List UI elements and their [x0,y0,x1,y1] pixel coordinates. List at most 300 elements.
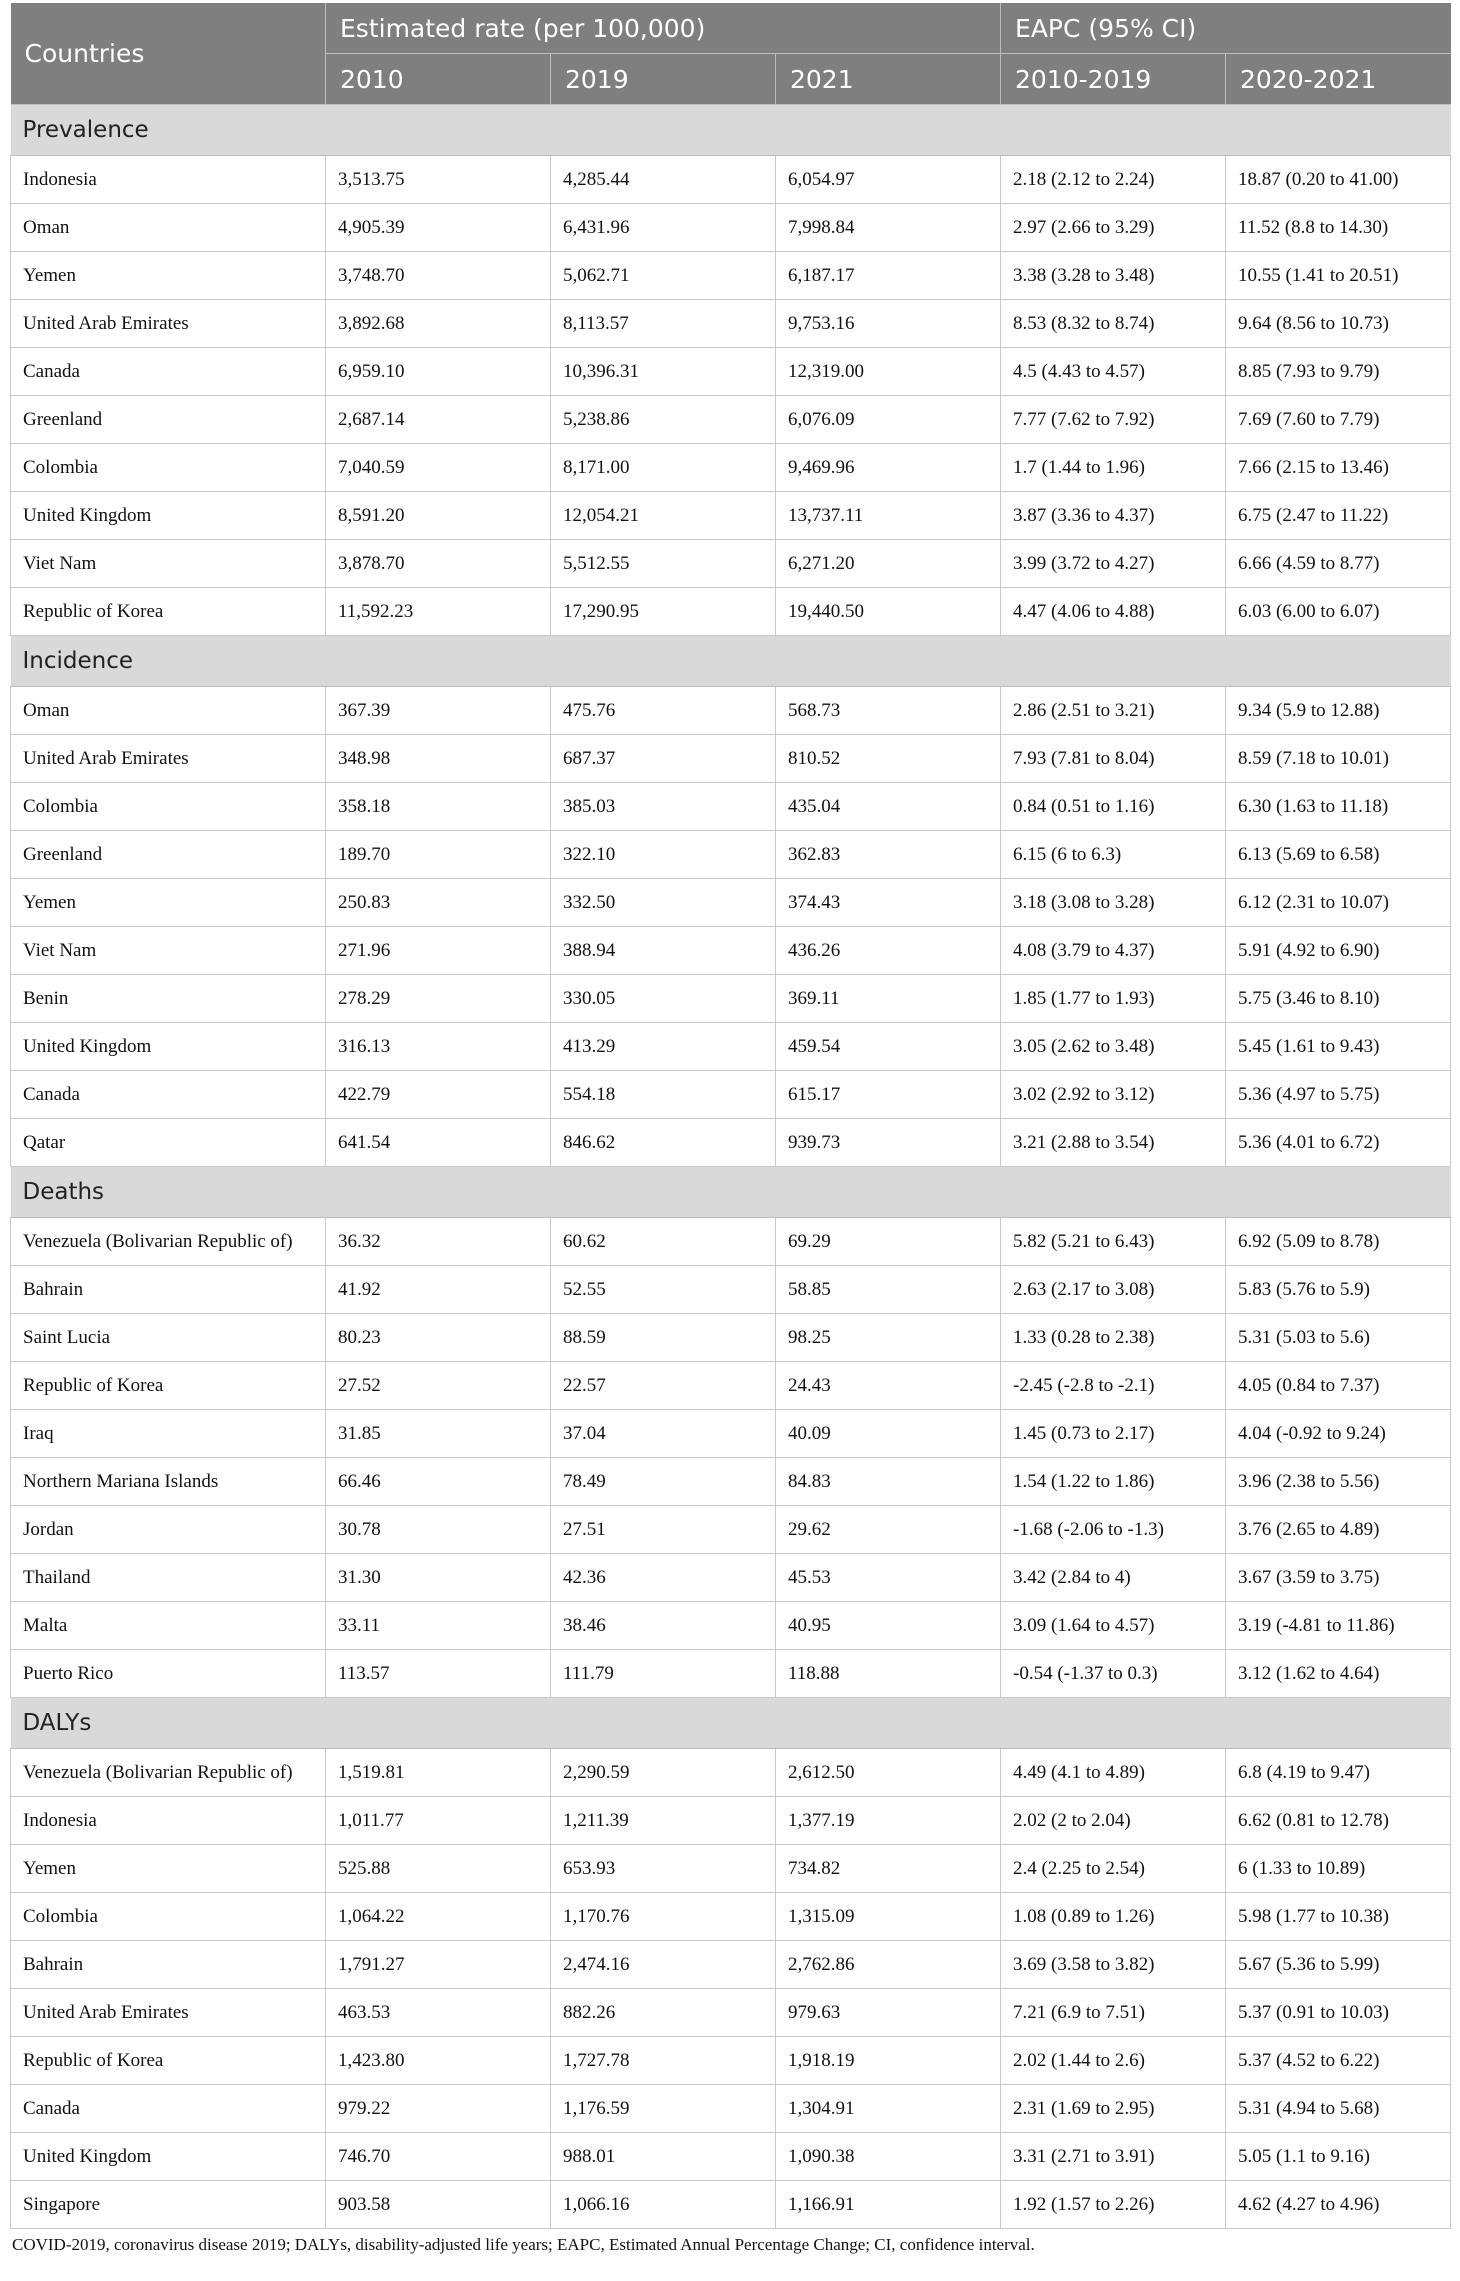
cell-country: Indonesia [11,1797,326,1845]
cell-2019: 78.49 [551,1458,776,1506]
cell-2019: 42.36 [551,1554,776,1602]
cell-2021: 7,998.84 [776,204,1001,252]
table-row [11,348,1451,396]
cell-eapc-2010-2019: 3.02 (2.92 to 3.12) [1001,1071,1226,1119]
cell-2021: 6,271.20 [776,540,1001,588]
cell-eapc-2020-2021: 4.62 (4.27 to 4.96) [1226,2181,1451,2229]
cell-eapc-2020-2021: 6.13 (5.69 to 6.58) [1226,831,1451,879]
section-row [11,105,1451,156]
cell-eapc-2020-2021: 9.34 (5.9 to 12.88) [1226,687,1451,735]
cell-2019: 8,113.57 [551,300,776,348]
cell-2021: 939.73 [776,1119,1001,1167]
cell-eapc-2010-2019: -2.45 (-2.8 to -2.1) [1001,1362,1226,1410]
cell-2021: 1,315.09 [776,1893,1001,1941]
table-row [11,444,1451,492]
cell-2019: 988.01 [551,2133,776,2181]
cell-eapc-2020-2021: 5.67 (5.36 to 5.99) [1226,1941,1451,1989]
table-row [11,1119,1451,1167]
cell-2021: 2,762.86 [776,1941,1001,1989]
table-footnote: COVID-2019, coronavirus disease 2019; DALYs, disability-adjusted life years; EAPC, Estimated Annual Percentage Change; CI, confidence interval. [12,2235,1035,2254]
cell-2010: 367.39 [326,687,551,735]
cell-2019: 882.26 [551,1989,776,2037]
cell-country: United Kingdom [11,492,326,540]
cell-country: Qatar [11,1119,326,1167]
table-container [10,3,1450,2255]
cell-country: Canada [11,1071,326,1119]
table-row [11,588,1451,636]
section-title: DALYs [11,1698,1451,1749]
cell-eapc-2020-2021: 3.12 (1.62 to 4.64) [1226,1650,1451,1698]
cell-2021: 69.29 [776,1218,1001,1266]
cell-2019: 6,431.96 [551,204,776,252]
cell-country: Greenland [11,396,326,444]
cell-2019: 322.10 [551,831,776,879]
table-row [11,975,1451,1023]
cell-eapc-2020-2021: 3.19 (-4.81 to 11.86) [1226,1602,1451,1650]
cell-2010: 316.13 [326,1023,551,1071]
cell-country: United Kingdom [11,2133,326,2181]
cell-2010: 3,892.68 [326,300,551,348]
cell-2010: 1,519.81 [326,1749,551,1797]
cell-eapc-2020-2021: 3.76 (2.65 to 4.89) [1226,1506,1451,1554]
cell-country: Canada [11,2085,326,2133]
cell-2019: 413.29 [551,1023,776,1071]
table-row [11,1797,1451,1845]
table-row [11,927,1451,975]
table-row [11,2133,1451,2181]
cell-2021: 979.63 [776,1989,1001,2037]
cell-2010: 33.11 [326,1602,551,1650]
cell-2019: 37.04 [551,1410,776,1458]
cell-2019: 52.55 [551,1266,776,1314]
table-row [11,1650,1451,1698]
section-title: Prevalence [11,105,1451,156]
cell-eapc-2010-2019: 8.53 (8.32 to 8.74) [1001,300,1226,348]
cell-eapc-2010-2019: 1.33 (0.28 to 2.38) [1001,1314,1226,1362]
cell-2010: 30.78 [326,1506,551,1554]
cell-eapc-2020-2021: 6.8 (4.19 to 9.47) [1226,1749,1451,1797]
cell-2021: 1,918.19 [776,2037,1001,2085]
cell-2019: 1,066.16 [551,2181,776,2229]
cell-eapc-2010-2019: 6.15 (6 to 6.3) [1001,831,1226,879]
cell-2019: 2,290.59 [551,1749,776,1797]
table-row [11,1410,1451,1458]
cell-eapc-2010-2019: 2.02 (2 to 2.04) [1001,1797,1226,1845]
table-row [11,1893,1451,1941]
cell-2021: 436.26 [776,927,1001,975]
table-row [11,1023,1451,1071]
cell-2010: 3,878.70 [326,540,551,588]
cell-eapc-2010-2019: 7.77 (7.62 to 7.92) [1001,396,1226,444]
cell-2021: 6,187.17 [776,252,1001,300]
cell-2010: 41.92 [326,1266,551,1314]
cell-2019: 385.03 [551,783,776,831]
cell-eapc-2020-2021: 6.75 (2.47 to 11.22) [1226,492,1451,540]
cell-country: Saint Lucia [11,1314,326,1362]
cell-eapc-2010-2019: 1.92 (1.57 to 2.26) [1001,2181,1226,2229]
cell-eapc-2020-2021: 7.69 (7.60 to 7.79) [1226,396,1451,444]
cell-eapc-2010-2019: 5.82 (5.21 to 6.43) [1001,1218,1226,1266]
cell-eapc-2010-2019: 2.18 (2.12 to 2.24) [1001,156,1226,204]
cell-2021: 615.17 [776,1071,1001,1119]
cell-eapc-2020-2021: 3.96 (2.38 to 5.56) [1226,1458,1451,1506]
cell-eapc-2020-2021: 6 (1.33 to 10.89) [1226,1845,1451,1893]
cell-country: Northern Mariana Islands [11,1458,326,1506]
header-countries: Countries [11,3,326,105]
cell-country: Republic of Korea [11,2037,326,2085]
cell-2010: 3,748.70 [326,252,551,300]
table-row [11,1989,1451,2037]
cell-country: United Arab Emirates [11,735,326,783]
cell-2010: 31.30 [326,1554,551,1602]
cell-eapc-2010-2019: 4.5 (4.43 to 4.57) [1001,348,1226,396]
cell-2010: 2,687.14 [326,396,551,444]
cell-2021: 6,054.97 [776,156,1001,204]
table-row [11,2085,1451,2133]
cell-2010: 1,011.77 [326,1797,551,1845]
cell-eapc-2010-2019: 2.02 (1.44 to 2.6) [1001,2037,1226,2085]
cell-2019: 1,211.39 [551,1797,776,1845]
cell-2019: 687.37 [551,735,776,783]
cell-2019: 653.93 [551,1845,776,1893]
cell-2010: 979.22 [326,2085,551,2133]
table-row [11,1458,1451,1506]
cell-eapc-2020-2021: 5.37 (0.91 to 10.03) [1226,1989,1451,2037]
cell-2021: 40.95 [776,1602,1001,1650]
cell-eapc-2020-2021: 4.05 (0.84 to 7.37) [1226,1362,1451,1410]
cell-eapc-2020-2021: 9.64 (8.56 to 10.73) [1226,300,1451,348]
table-row [11,1602,1451,1650]
cell-eapc-2020-2021: 5.36 (4.97 to 5.75) [1226,1071,1451,1119]
cell-2021: 734.82 [776,1845,1001,1893]
cell-eapc-2010-2019: 2.31 (1.69 to 2.95) [1001,2085,1226,2133]
cell-eapc-2020-2021: 7.66 (2.15 to 13.46) [1226,444,1451,492]
table-row [11,1506,1451,1554]
cell-2019: 27.51 [551,1506,776,1554]
cell-2021: 40.09 [776,1410,1001,1458]
cell-country: Indonesia [11,156,326,204]
cell-2021: 362.83 [776,831,1001,879]
cell-2021: 45.53 [776,1554,1001,1602]
cell-eapc-2010-2019: 2.63 (2.17 to 3.08) [1001,1266,1226,1314]
table-row [11,783,1451,831]
table-row [11,1941,1451,1989]
cell-2010: 746.70 [326,2133,551,2181]
cell-eapc-2020-2021: 5.05 (1.1 to 9.16) [1226,2133,1451,2181]
cell-country: Thailand [11,1554,326,1602]
cell-country: United Kingdom [11,1023,326,1071]
header-2019: 2019 [551,54,776,105]
cell-country: Benin [11,975,326,1023]
cell-2019: 1,176.59 [551,2085,776,2133]
table-row [11,396,1451,444]
cell-2021: 374.43 [776,879,1001,927]
cell-eapc-2020-2021: 5.37 (4.52 to 6.22) [1226,2037,1451,2085]
cell-2019: 1,727.78 [551,2037,776,2085]
cell-2019: 330.05 [551,975,776,1023]
cell-2019: 10,396.31 [551,348,776,396]
cell-eapc-2020-2021: 5.31 (5.03 to 5.6) [1226,1314,1451,1362]
cell-eapc-2020-2021: 18.87 (0.20 to 41.00) [1226,156,1451,204]
cell-country: Iraq [11,1410,326,1458]
cell-2021: 6,076.09 [776,396,1001,444]
cell-eapc-2010-2019: 3.38 (3.28 to 3.48) [1001,252,1226,300]
cell-country: Puerto Rico [11,1650,326,1698]
cell-eapc-2020-2021: 5.45 (1.61 to 9.43) [1226,1023,1451,1071]
cell-eapc-2010-2019: 3.05 (2.62 to 3.48) [1001,1023,1226,1071]
cell-country: Republic of Korea [11,588,326,636]
cell-country: Bahrain [11,1266,326,1314]
cell-2021: 13,737.11 [776,492,1001,540]
cell-country: Malta [11,1602,326,1650]
cell-eapc-2010-2019: 3.21 (2.88 to 3.54) [1001,1119,1226,1167]
cell-eapc-2010-2019: 3.42 (2.84 to 4) [1001,1554,1226,1602]
cell-2019: 475.76 [551,687,776,735]
cell-2019: 17,290.95 [551,588,776,636]
section-title: Deaths [11,1167,1451,1218]
cell-eapc-2020-2021: 3.67 (3.59 to 3.75) [1226,1554,1451,1602]
cell-2019: 5,062.71 [551,252,776,300]
header-group-eapc: EAPC (95% CI) [1001,3,1451,54]
cell-2019: 12,054.21 [551,492,776,540]
cell-2010: 80.23 [326,1314,551,1362]
cell-2010: 31.85 [326,1410,551,1458]
cell-country: United Arab Emirates [11,1989,326,2037]
cell-2021: 1,304.91 [776,2085,1001,2133]
cell-country: Colombia [11,444,326,492]
cell-country: Yemen [11,879,326,927]
cell-2021: 24.43 [776,1362,1001,1410]
cell-eapc-2020-2021: 5.31 (4.94 to 5.68) [1226,2085,1451,2133]
cell-2010: 4,905.39 [326,204,551,252]
cell-country: Venezuela (Bolivarian Republic of) [11,1218,326,1266]
cell-2021: 810.52 [776,735,1001,783]
cell-2019: 4,285.44 [551,156,776,204]
section-row [11,1698,1451,1749]
cell-2010: 66.46 [326,1458,551,1506]
table-row [11,252,1451,300]
cell-eapc-2020-2021: 8.59 (7.18 to 10.01) [1226,735,1451,783]
cell-eapc-2020-2021: 5.91 (4.92 to 6.90) [1226,927,1451,975]
table-row [11,2181,1451,2229]
cell-2021: 1,166.91 [776,2181,1001,2229]
cell-eapc-2020-2021: 5.98 (1.77 to 10.38) [1226,1893,1451,1941]
cell-eapc-2010-2019: 3.18 (3.08 to 3.28) [1001,879,1226,927]
cell-eapc-2010-2019: 4.47 (4.06 to 4.88) [1001,588,1226,636]
cell-eapc-2010-2019: 1.54 (1.22 to 1.86) [1001,1458,1226,1506]
cell-eapc-2010-2019: 3.99 (3.72 to 4.27) [1001,540,1226,588]
table-row [11,492,1451,540]
cell-country: Venezuela (Bolivarian Republic of) [11,1749,326,1797]
cell-eapc-2020-2021: 5.83 (5.76 to 5.9) [1226,1266,1451,1314]
cell-2021: 118.88 [776,1650,1001,1698]
cell-eapc-2010-2019: 1.45 (0.73 to 2.17) [1001,1410,1226,1458]
data-table [10,3,1451,2229]
cell-country: Viet Nam [11,927,326,975]
cell-country: Oman [11,687,326,735]
cell-2010: 250.83 [326,879,551,927]
cell-2010: 8,591.20 [326,492,551,540]
table-row [11,1218,1451,1266]
cell-2021: 9,753.16 [776,300,1001,348]
cell-2010: 278.29 [326,975,551,1023]
table-row [11,1071,1451,1119]
cell-2010: 1,791.27 [326,1941,551,1989]
cell-2019: 5,238.86 [551,396,776,444]
cell-2019: 846.62 [551,1119,776,1167]
cell-2019: 22.57 [551,1362,776,1410]
cell-2021: 12,319.00 [776,348,1001,396]
cell-2021: 369.11 [776,975,1001,1023]
cell-eapc-2010-2019: 2.86 (2.51 to 3.21) [1001,687,1226,735]
table-row [11,156,1451,204]
table-row [11,1266,1451,1314]
cell-eapc-2020-2021: 8.85 (7.93 to 9.79) [1226,348,1451,396]
cell-eapc-2020-2021: 11.52 (8.8 to 14.30) [1226,204,1451,252]
cell-2010: 113.57 [326,1650,551,1698]
cell-eapc-2010-2019: 3.09 (1.64 to 4.57) [1001,1602,1226,1650]
cell-2010: 463.53 [326,1989,551,2037]
cell-eapc-2010-2019: 1.08 (0.89 to 1.26) [1001,1893,1226,1941]
section-row [11,1167,1451,1218]
section-row [11,636,1451,687]
cell-country: Republic of Korea [11,1362,326,1410]
cell-2021: 9,469.96 [776,444,1001,492]
cell-country: Oman [11,204,326,252]
cell-country: Colombia [11,1893,326,1941]
cell-2010: 1,423.80 [326,2037,551,2085]
cell-eapc-2020-2021: 6.30 (1.63 to 11.18) [1226,783,1451,831]
table-row [11,735,1451,783]
cell-2010: 3,513.75 [326,156,551,204]
cell-country: Greenland [11,831,326,879]
table-row [11,831,1451,879]
cell-eapc-2010-2019: 3.31 (2.71 to 3.91) [1001,2133,1226,2181]
header-2010: 2010 [326,54,551,105]
header-eapc-2020-2021: 2020-2021 [1226,54,1451,105]
cell-2010: 271.96 [326,927,551,975]
cell-2021: 1,377.19 [776,1797,1001,1845]
cell-2021: 19,440.50 [776,588,1001,636]
cell-2010: 903.58 [326,2181,551,2229]
cell-eapc-2010-2019: 0.84 (0.51 to 1.16) [1001,783,1226,831]
table-row [11,1749,1451,1797]
cell-country: Jordan [11,1506,326,1554]
cell-2021: 98.25 [776,1314,1001,1362]
cell-eapc-2020-2021: 5.36 (4.01 to 6.72) [1226,1119,1451,1167]
cell-2010: 6,959.10 [326,348,551,396]
cell-2019: 332.50 [551,879,776,927]
section-title: Incidence [11,636,1451,687]
cell-2019: 111.79 [551,1650,776,1698]
cell-2010: 7,040.59 [326,444,551,492]
cell-eapc-2010-2019: 2.97 (2.66 to 3.29) [1001,204,1226,252]
table-header [11,3,1451,105]
cell-eapc-2010-2019: 1.85 (1.77 to 1.93) [1001,975,1226,1023]
cell-2010: 348.98 [326,735,551,783]
table-row [11,1362,1451,1410]
cell-eapc-2010-2019: 7.93 (7.81 to 8.04) [1001,735,1226,783]
cell-eapc-2020-2021: 5.75 (3.46 to 8.10) [1226,975,1451,1023]
cell-2010: 525.88 [326,1845,551,1893]
cell-2021: 84.83 [776,1458,1001,1506]
cell-2019: 38.46 [551,1602,776,1650]
cell-2019: 5,512.55 [551,540,776,588]
cell-eapc-2010-2019: 7.21 (6.9 to 7.51) [1001,1989,1226,2037]
cell-country: Singapore [11,2181,326,2229]
cell-2010: 422.79 [326,1071,551,1119]
cell-2010: 358.18 [326,783,551,831]
cell-2010: 11,592.23 [326,588,551,636]
cell-eapc-2010-2019: 4.49 (4.1 to 4.89) [1001,1749,1226,1797]
cell-2019: 388.94 [551,927,776,975]
cell-eapc-2020-2021: 6.12 (2.31 to 10.07) [1226,879,1451,927]
cell-eapc-2020-2021: 6.62 (0.81 to 12.78) [1226,1797,1451,1845]
cell-2019: 1,170.76 [551,1893,776,1941]
cell-2010: 641.54 [326,1119,551,1167]
cell-eapc-2010-2019: -1.68 (-2.06 to -1.3) [1001,1506,1226,1554]
cell-2019: 2,474.16 [551,1941,776,1989]
table-row [11,2037,1451,2085]
cell-2019: 554.18 [551,1071,776,1119]
cell-eapc-2020-2021: 4.04 (-0.92 to 9.24) [1226,1410,1451,1458]
cell-2010: 189.70 [326,831,551,879]
cell-country: Yemen [11,252,326,300]
cell-eapc-2020-2021: 6.03 (6.00 to 6.07) [1226,588,1451,636]
cell-2021: 58.85 [776,1266,1001,1314]
table-body [11,105,1451,2229]
cell-eapc-2020-2021: 6.92 (5.09 to 8.78) [1226,1218,1451,1266]
cell-2021: 29.62 [776,1506,1001,1554]
cell-2021: 1,090.38 [776,2133,1001,2181]
cell-eapc-2010-2019: 2.4 (2.25 to 2.54) [1001,1845,1226,1893]
cell-2021: 459.54 [776,1023,1001,1071]
cell-country: Yemen [11,1845,326,1893]
table-row [11,687,1451,735]
header-2021: 2021 [776,54,1001,105]
cell-eapc-2020-2021: 10.55 (1.41 to 20.51) [1226,252,1451,300]
cell-eapc-2010-2019: 3.87 (3.36 to 4.37) [1001,492,1226,540]
cell-eapc-2010-2019: -0.54 (-1.37 to 0.3) [1001,1650,1226,1698]
cell-2019: 60.62 [551,1218,776,1266]
header-eapc-2010-2019: 2010-2019 [1001,54,1226,105]
cell-2010: 27.52 [326,1362,551,1410]
cell-2021: 568.73 [776,687,1001,735]
table-row [11,1845,1451,1893]
table-row [11,1554,1451,1602]
cell-2019: 8,171.00 [551,444,776,492]
table-row [11,1314,1451,1362]
cell-country: United Arab Emirates [11,300,326,348]
table-row [11,540,1451,588]
cell-eapc-2020-2021: 6.66 (4.59 to 8.77) [1226,540,1451,588]
cell-country: Bahrain [11,1941,326,1989]
cell-country: Colombia [11,783,326,831]
cell-2010: 36.32 [326,1218,551,1266]
cell-2021: 435.04 [776,783,1001,831]
cell-eapc-2010-2019: 4.08 (3.79 to 4.37) [1001,927,1226,975]
table-row [11,300,1451,348]
table-row [11,879,1451,927]
header-group-rate: Estimated rate (per 100,000) [326,3,1001,54]
cell-2019: 88.59 [551,1314,776,1362]
cell-country: Viet Nam [11,540,326,588]
cell-eapc-2010-2019: 3.69 (3.58 to 3.82) [1001,1941,1226,1989]
cell-country: Canada [11,348,326,396]
cell-eapc-2010-2019: 1.7 (1.44 to 1.96) [1001,444,1226,492]
cell-2021: 2,612.50 [776,1749,1001,1797]
cell-2010: 1,064.22 [326,1893,551,1941]
